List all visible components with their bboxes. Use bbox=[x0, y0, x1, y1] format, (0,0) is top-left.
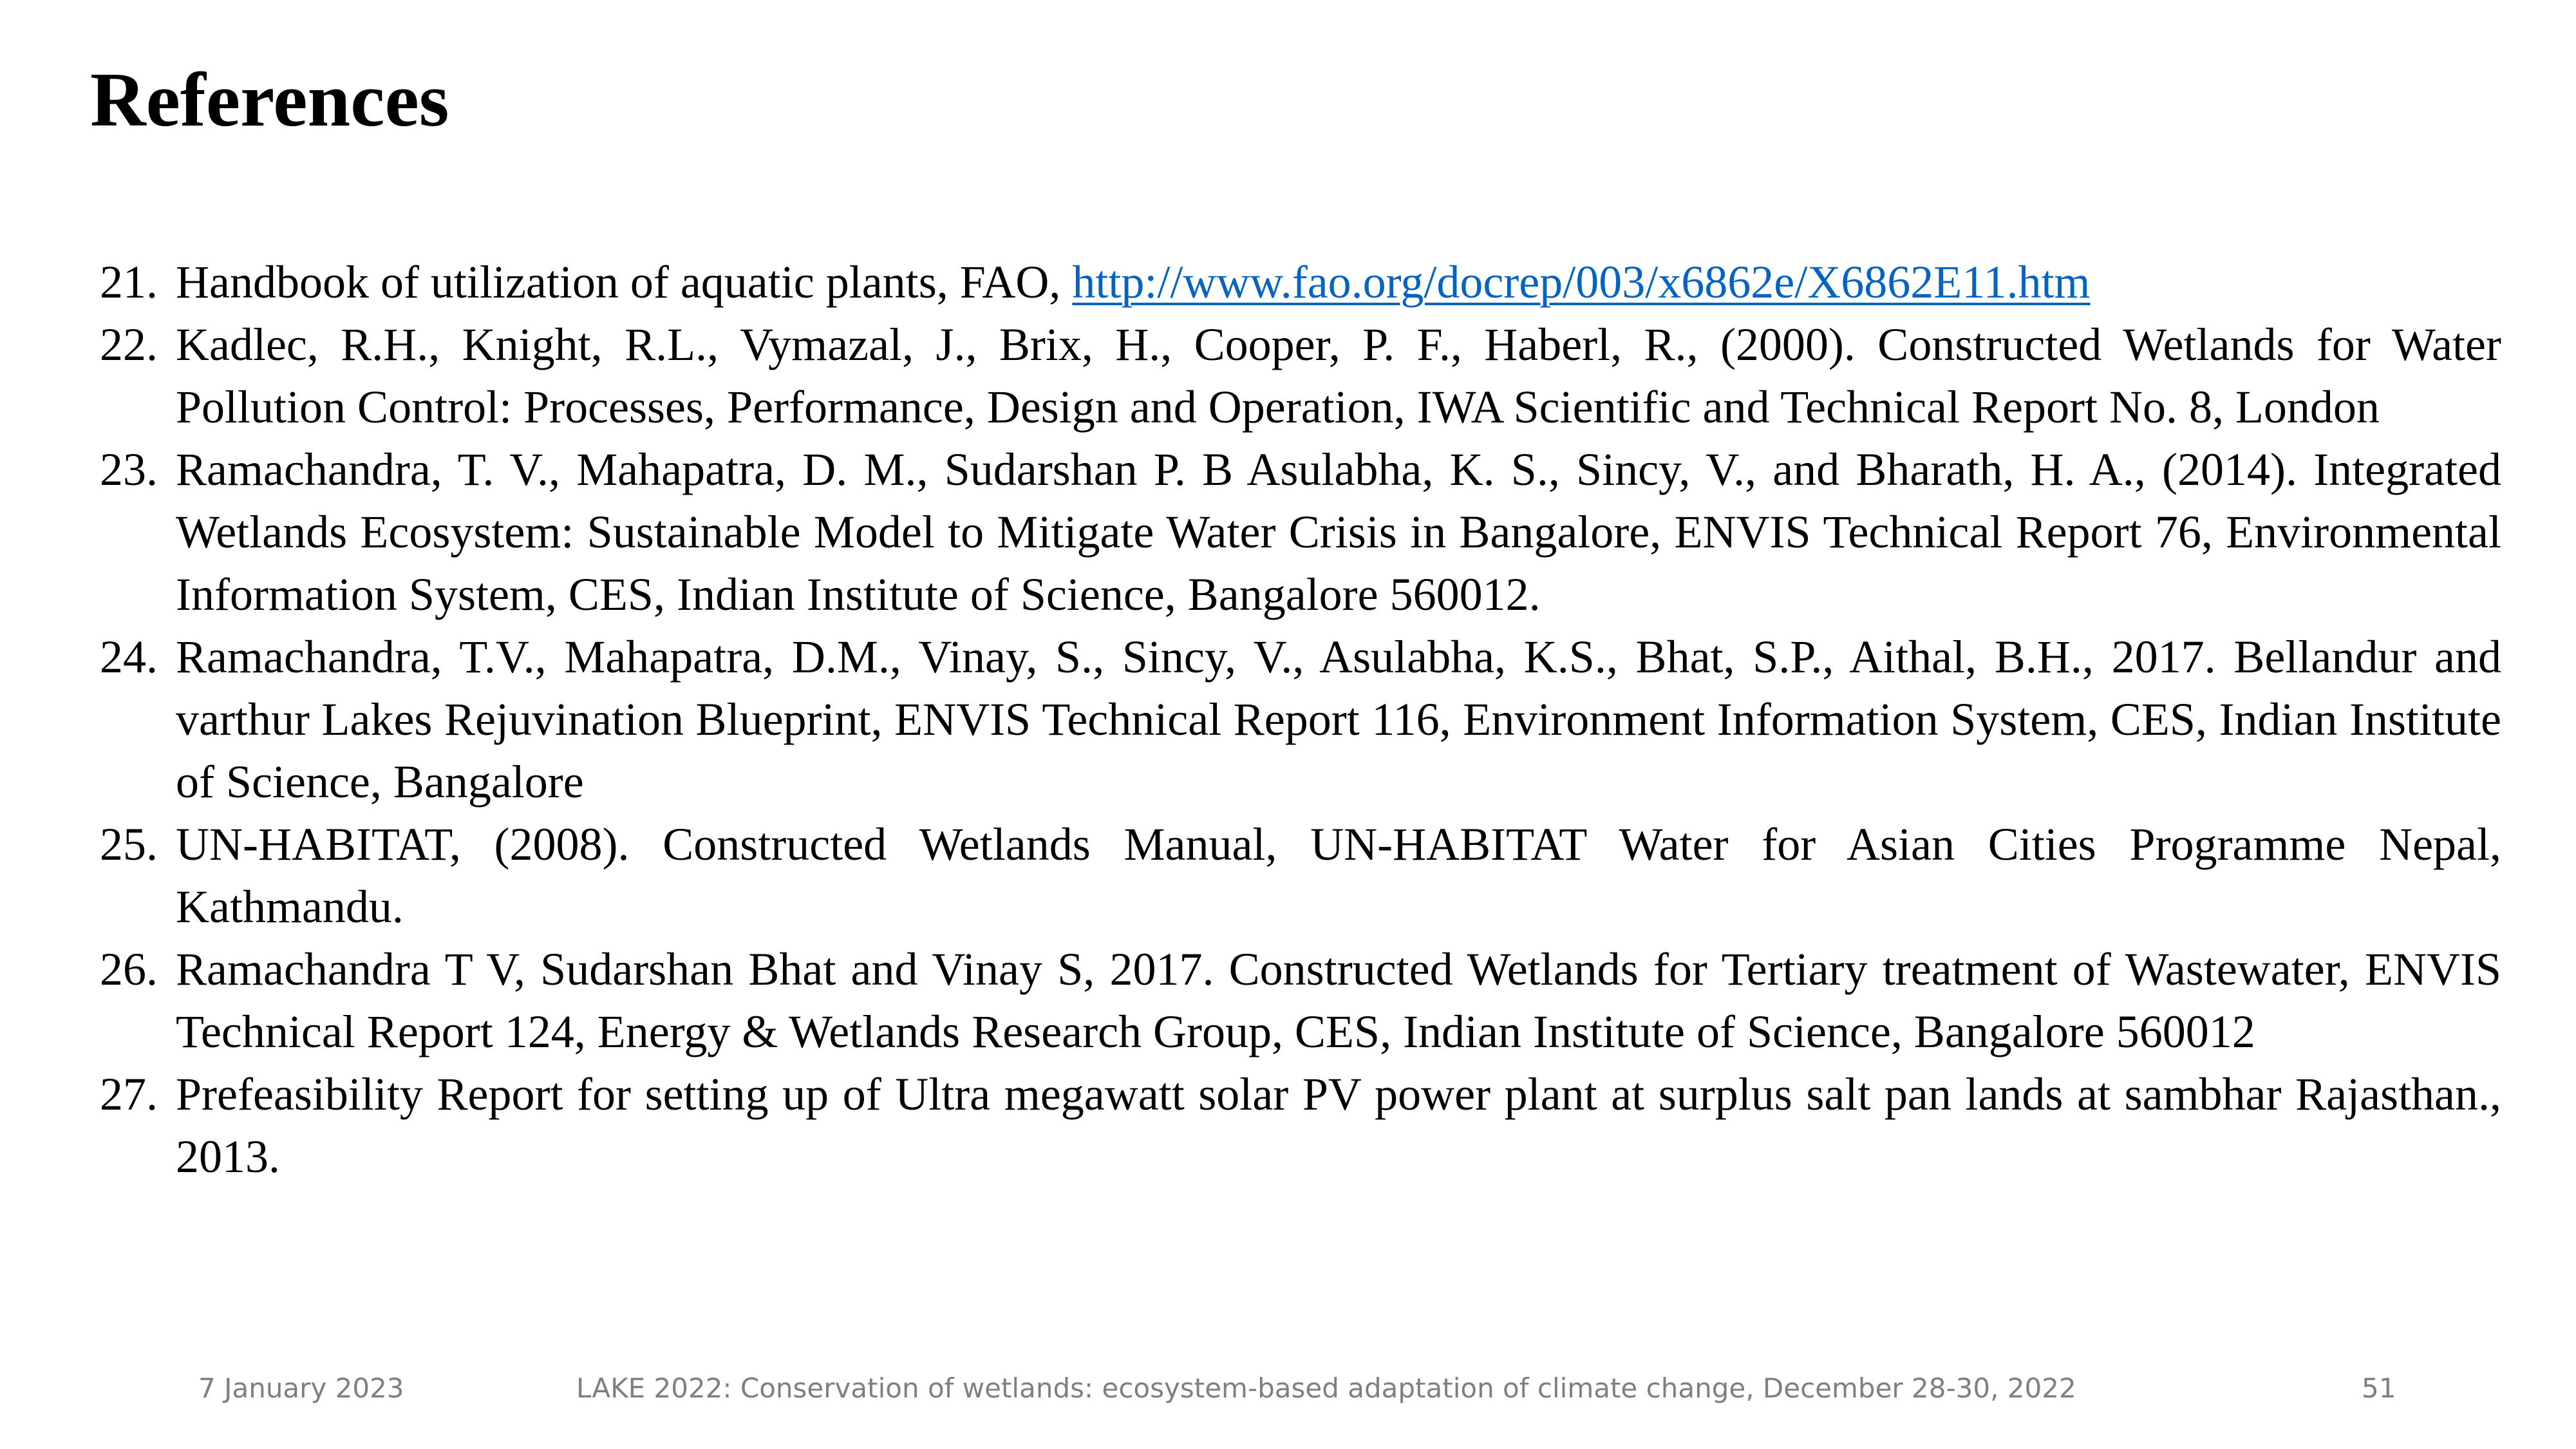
reference-text: UN-HABITAT, (2008). Constructed Wetlands Manual, UN-HABITAT Water for Asian Cities Programme Nepal, Kathmandu. bbox=[176, 819, 2501, 933]
footer-event-title: LAKE 2022: Conservation of wetlands: ecosystem-based adaptation of climate change, December 28-30, 2022 bbox=[576, 1372, 2076, 1404]
reference-item-27 bbox=[100, 1063, 2501, 1188]
footer-page-number: 51 bbox=[2362, 1372, 2396, 1404]
reference-item-21 bbox=[100, 251, 2501, 314]
reference-number: 21. bbox=[100, 256, 158, 308]
reference-text: Prefeasibility Report for setting up of Ultra megawatt solar PV power plant at surplus salt pan lands at sambhar Rajasthan., 2013. bbox=[176, 1068, 2501, 1182]
reference-number: 25. bbox=[100, 819, 158, 870]
reference-list bbox=[100, 251, 2501, 1188]
reference-item-23 bbox=[100, 439, 2501, 626]
footer-date: 7 January 2023 bbox=[198, 1372, 404, 1404]
reference-number: 22. bbox=[100, 319, 158, 370]
reference-text: Kadlec, R.H., Knight, R.L., Vymazal, J., Brix, H., Cooper, P. F., Haberl, R., (2000). Constructed Wetlands for Water Pollution Control: Processes, Performance, Design and Operation, IWA Scientific and Technical Report No. 8, London bbox=[176, 319, 2501, 433]
reference-number: 27. bbox=[100, 1068, 158, 1120]
reference-text bbox=[176, 251, 2501, 314]
reference-item-25 bbox=[100, 813, 2501, 938]
slide-title: References bbox=[90, 57, 449, 142]
fao-reference-link[interactable]: http://www.fao.org/docrep/003/x6862e/X6862E11.htm bbox=[1072, 256, 2091, 308]
reference-text: Ramachandra, T.V., Mahapatra, D.M., Vinay, S., Sincy, V., Asulabha, K.S., Bhat, S.P., Aithal, B.H., 2017. Bellandur and varthur Lakes Rejuvination Blueprint, ENVIS Technical Report 116, Environment Information System, CES, Indian Institute of Science, Bangalore bbox=[176, 631, 2501, 808]
reference-item-26 bbox=[100, 938, 2501, 1063]
reference-item-22 bbox=[100, 314, 2501, 439]
reference-item-24 bbox=[100, 626, 2501, 813]
reference-number: 23. bbox=[100, 444, 158, 495]
reference-text-body: Handbook of utilization of aquatic plants, FAO, bbox=[176, 256, 1073, 308]
reference-number: 26. bbox=[100, 943, 158, 995]
reference-number: 24. bbox=[100, 631, 158, 683]
reference-text: Ramachandra, T. V., Mahapatra, D. M., Sudarshan P. B Asulabha, K. S., Sincy, V., and Bharath, H. A., (2014). Integrated Wetlands Ecosystem: Sustainable Model to Mitigate Water Crisis in Bangalore, ENVIS Technical Report 76, Environmental Information System, CES, Indian Institute of Science, Bangalore 560012. bbox=[176, 444, 2501, 620]
reference-text: Ramachandra T V, Sudarshan Bhat and Vinay S, 2017. Constructed Wetlands for Tertiary treatment of Wastewater, ENVIS Technical Report 124, Energy & Wetlands Research Group, CES, Indian Institute of Science, Bangalore 560012 bbox=[176, 943, 2501, 1057]
